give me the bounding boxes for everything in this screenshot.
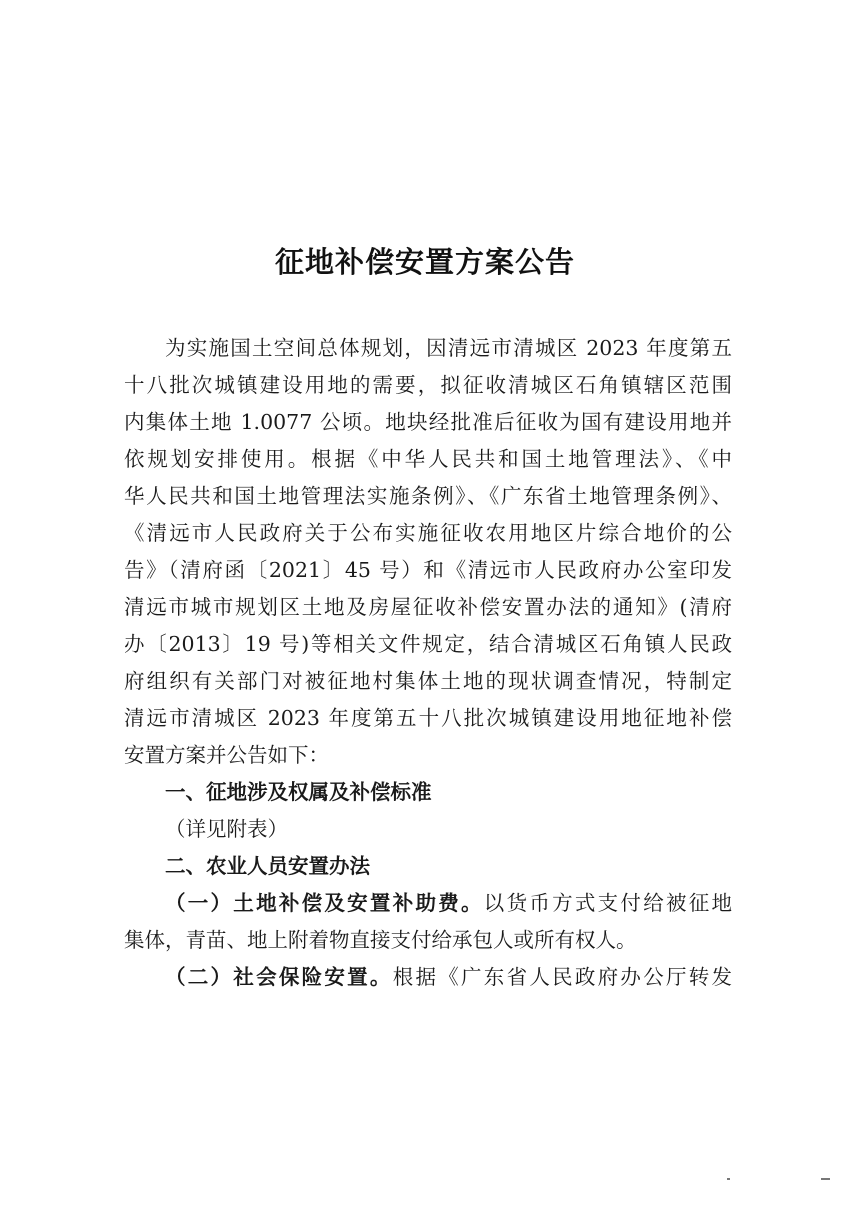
- body-line: 府组织有关部门对被征地村集体土地的现状调查情况，特制定: [124, 669, 732, 693]
- section-heading-1: 一、征地涉及权属及补偿标准: [165, 780, 432, 804]
- subsection-2-label: （二）社会保险安置。: [165, 965, 393, 989]
- body-line: 华人民共和国土地管理法实施条例》、《广东省土地管理条例》、: [124, 484, 732, 508]
- body-line: 清远市清城区 2023 年度第五十八批次城镇建设用地征地补偿: [124, 706, 732, 730]
- body-line: 安置方案并公告如下：: [124, 743, 329, 767]
- subsection-2-text: 根据《广东省人民政府办公厅转发: [392, 965, 732, 989]
- document-body: [124, 330, 732, 996]
- scan-mark: [821, 1178, 830, 1180]
- body-line: 内集体土地 1.0077 公顷。地块经批准后征收为国有建设用地并: [124, 410, 732, 434]
- body-line: 集体，青苗、地上附着物直接支付给承包人或所有权人。: [124, 928, 637, 952]
- document-title: 征地补偿安置方案公告: [274, 245, 575, 279]
- subsection-2-line: [124, 959, 732, 996]
- subsection-1-label: （一）土地补偿及安置补助费。: [165, 891, 484, 915]
- body-line: 办〔2013〕19 号)等相关文件规定，结合清城区石角镇人民政: [124, 632, 732, 656]
- subsection-1-line: [124, 885, 732, 922]
- section-heading-2: 二、农业人员安置办法: [165, 854, 370, 878]
- subsection-1-text: 以货币方式支付给被征地: [483, 891, 732, 915]
- section-note: （详见附表）: [165, 817, 288, 841]
- body-line: 十八批次城镇建设用地的需要，拟征收清城区石角镇辖区范围: [124, 373, 732, 397]
- body-line: 依规划安排使用。根据《中华人民共和国土地管理法》、《中: [124, 447, 732, 471]
- body-line: 清远市城市规划区土地及房屋征收补偿安置办法的通知》(清府: [124, 595, 732, 619]
- body-line: 告》（清府函〔2021〕45 号）和《清远市人民政府办公室印发: [124, 558, 732, 582]
- body-line: 《清远市人民政府关于公布实施征收农用地区片综合地价的公: [124, 521, 732, 545]
- scan-mark: [727, 1178, 730, 1180]
- body-line: 为实施国土空间总体规划，因清远市清城区 2023 年度第五: [165, 336, 732, 360]
